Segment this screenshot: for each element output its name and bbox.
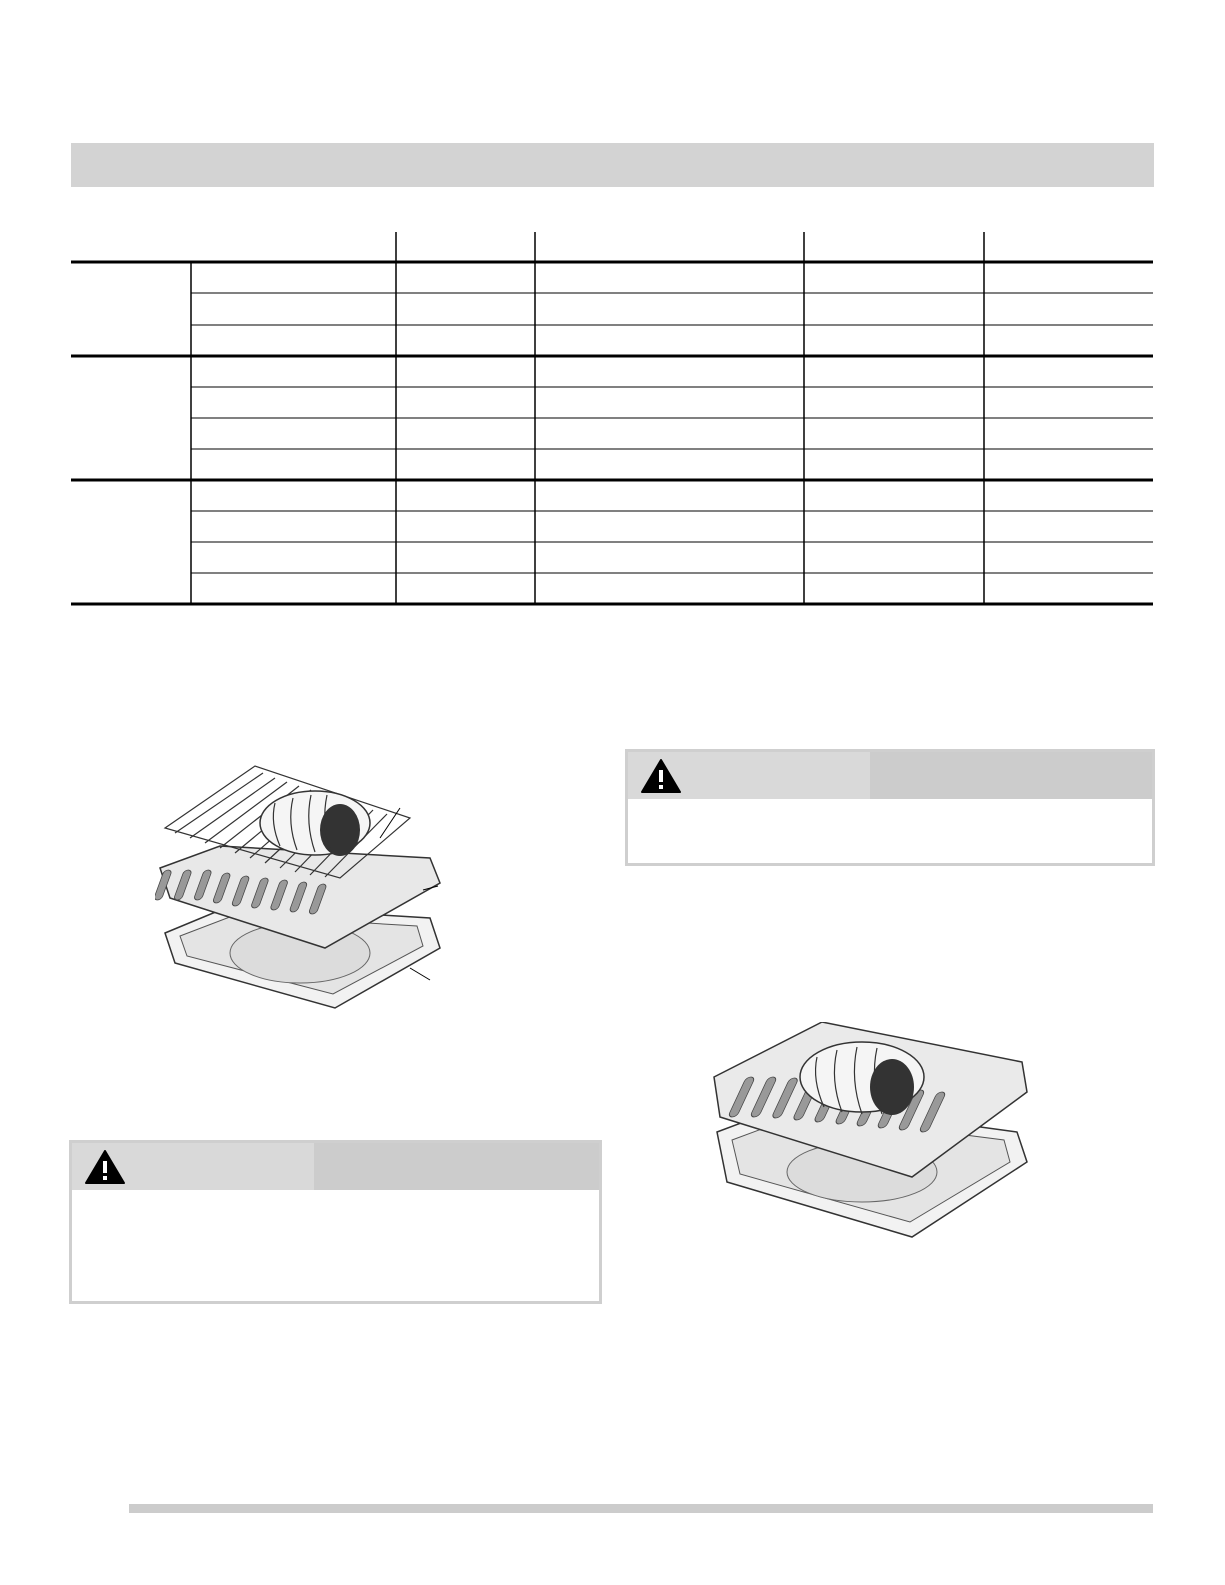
broil-settings-table (71, 232, 1153, 612)
broil-pan-illustration (712, 1022, 1032, 1252)
warning-box-bottom-left (69, 1140, 602, 1304)
table-group-rules (71, 262, 1153, 604)
warning-label-area (628, 752, 870, 799)
warning-box-top-right (625, 749, 1155, 866)
table-grid (71, 232, 1153, 612)
warning-triangle-icon (84, 1149, 126, 1185)
warning-body (72, 1190, 599, 1301)
table-column-rules (191, 262, 984, 604)
warning-label-area (72, 1143, 314, 1190)
warning-header (72, 1143, 599, 1190)
section-header-bar (71, 143, 1154, 187)
table-row-rules (191, 293, 1153, 573)
warning-body (628, 799, 1152, 863)
table-header-separators (396, 232, 984, 262)
broil-pan-rack-illustration (155, 758, 455, 1028)
warning-header (628, 752, 1152, 799)
warning-triangle-icon (640, 758, 682, 794)
footer-bar (129, 1504, 1153, 1513)
